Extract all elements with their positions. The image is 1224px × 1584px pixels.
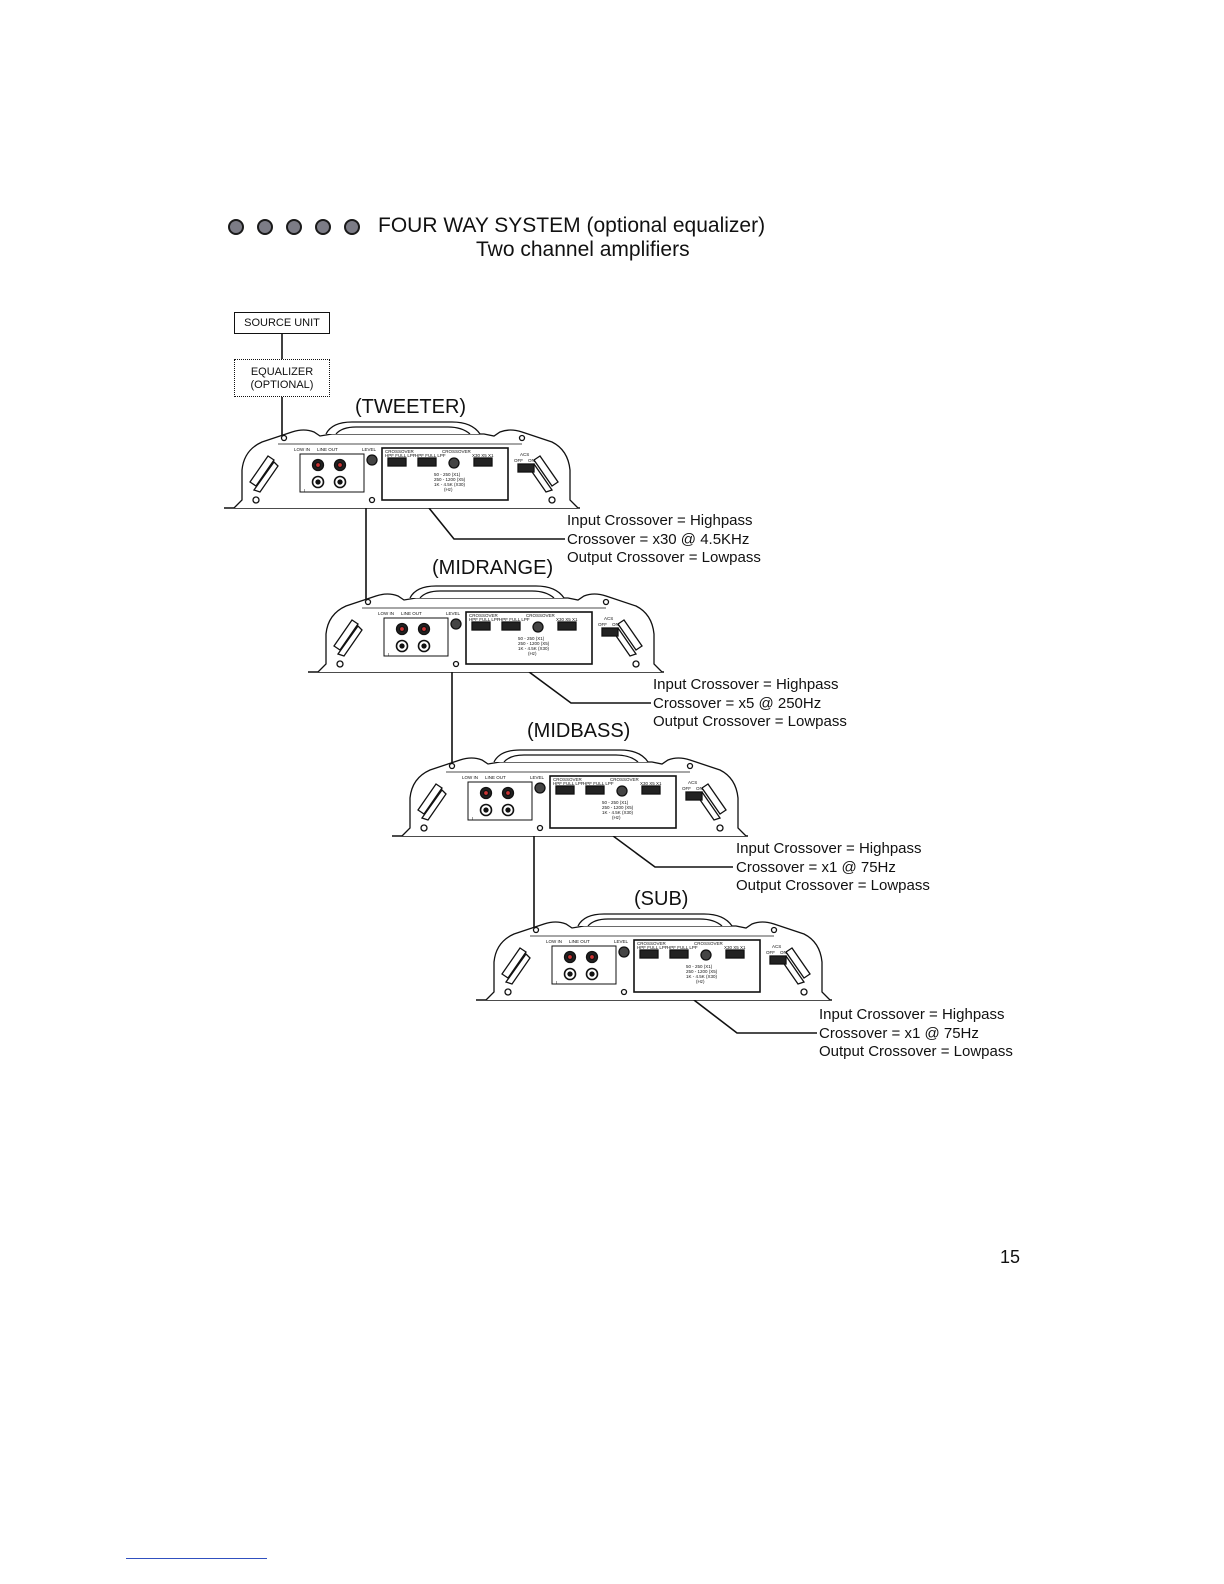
hz-label: (Hz) (528, 651, 537, 656)
rca-panel (384, 618, 448, 656)
hpf-label: HPF FULL LPF (385, 453, 416, 458)
level-label: LEVEL (614, 939, 629, 944)
level-knob-icon (451, 619, 461, 629)
acs-label: ACS (688, 780, 698, 785)
screw-icon (450, 764, 455, 769)
range-label: X30 X5 X1 (724, 945, 746, 950)
note-line: Output Crossover = Lowpass (653, 713, 847, 730)
screw-icon (366, 600, 371, 605)
amp-handle-inner (420, 591, 554, 598)
screw-icon (538, 826, 543, 831)
channel-l-label: L (556, 980, 559, 985)
crossover-label: CROSSOVER (385, 449, 414, 454)
acs-switch (518, 464, 534, 472)
freq-label: 50 - 250 (X1) (602, 800, 629, 805)
footer-rule (126, 1558, 267, 1559)
screw-icon (421, 825, 427, 831)
page-title: FOUR WAY SYSTEM (optional equalizer) (378, 214, 766, 237)
note-line: Crossover = x1 @ 75Hz (736, 858, 896, 876)
acs-label: ACS (520, 452, 530, 457)
line-out-label: LINE OUT (569, 939, 590, 944)
hz-label: (Hz) (696, 979, 705, 984)
low-in-label: LOW IN (378, 611, 395, 616)
crossover-label: CROSSOVER (469, 613, 498, 618)
acs-label: ACS (772, 944, 782, 949)
line-out-label: LINE OUT (485, 775, 506, 780)
page-number: 15 (1000, 1247, 1021, 1267)
range-label: X30 X5 X1 (556, 617, 578, 622)
settings-note-tweeter (567, 512, 761, 568)
page-subtitle: Two channel amplifiers (476, 238, 690, 261)
screw-icon (549, 497, 555, 503)
crossover-label: CROSSOVER (442, 449, 471, 454)
crossover-label: CROSSOVER (694, 941, 723, 946)
screw-icon (717, 825, 723, 831)
off-label: OFF (766, 950, 775, 955)
freq-label: 1K - 4.5K (X30) (686, 974, 718, 979)
hpf-label: HPF FULL LPF (415, 453, 446, 458)
screw-icon (633, 661, 639, 667)
screw-icon (337, 661, 343, 667)
screw-icon (604, 600, 609, 605)
rca-panel (300, 454, 364, 492)
acs-label: ACS (604, 616, 614, 621)
crossover-knob-icon (701, 950, 711, 960)
range-switch (642, 786, 660, 794)
line-out-label: LINE OUT (401, 611, 422, 616)
rca-input-core (568, 955, 573, 960)
crossover-switch (670, 950, 688, 958)
line-out-label: LINE OUT (317, 447, 338, 452)
freq-label: 250 - 1200 (X5) (434, 477, 466, 482)
settings-note-midbass (736, 840, 930, 896)
channel-l-label: L (388, 652, 391, 657)
screw-icon (505, 989, 511, 995)
amp-label-tweeter: (TWEETER) (355, 396, 467, 418)
settings-note-midrange (653, 676, 847, 732)
range-switch (558, 622, 576, 630)
on-label: ON (612, 622, 619, 627)
rca-input-core (400, 644, 404, 648)
range-switch (474, 458, 492, 466)
screw-icon (520, 436, 525, 441)
rca-output-core (422, 627, 427, 632)
rca-input-core (484, 791, 489, 796)
rca-output-core (338, 480, 342, 484)
low-in-label: LOW IN (546, 939, 563, 944)
crossover-label: CROSSOVER (637, 941, 666, 946)
rca-input-core (316, 480, 320, 484)
range-label: X30 X5 X1 (472, 453, 494, 458)
on-label: ON (696, 786, 703, 791)
freq-label: 250 - 1200 (X5) (518, 641, 550, 646)
freq-label: 250 - 1200 (X5) (602, 805, 634, 810)
rca-input-core (484, 808, 488, 812)
screw-icon (253, 497, 259, 503)
level-label: LEVEL (362, 447, 377, 452)
note-line: Output Crossover = Lowpass (736, 877, 930, 894)
level-knob-icon (535, 783, 545, 793)
screw-icon (622, 990, 627, 995)
amp-label-midrange: (MIDRANGE) (432, 557, 554, 579)
screw-icon (688, 764, 693, 769)
note-line: Input Crossover = Highpass (567, 512, 753, 529)
hpf-label: HPF FULL LPF (583, 781, 614, 786)
screw-icon (454, 662, 459, 667)
settings-note-sub (819, 1006, 1013, 1062)
crossover-knob-icon (533, 622, 543, 632)
level-label: LEVEL (530, 775, 545, 780)
crossover-switch (640, 950, 658, 958)
note-line: Input Crossover = Highpass (653, 676, 839, 693)
off-label: OFF (682, 786, 691, 791)
level-label: LEVEL (446, 611, 461, 616)
screw-icon (282, 436, 287, 441)
note-line: Crossover = x30 @ 4.5KHz (567, 530, 750, 548)
range-label: X30 X5 X1 (640, 781, 662, 786)
amp-label-sub: (SUB) (634, 888, 689, 910)
hpf-label: HPF FULL LPF (637, 945, 668, 950)
freq-label: 1K - 4.5K (X30) (434, 482, 466, 487)
crossover-label: CROSSOVER (610, 777, 639, 782)
hpf-label: HPF FULL LPF (499, 617, 530, 622)
crossover-switch (418, 458, 436, 466)
channel-l-label: L (472, 816, 475, 821)
note-line: Crossover = x5 @ 250Hz (653, 694, 822, 712)
crossover-switch (586, 786, 604, 794)
screw-icon (534, 928, 539, 933)
crossover-knob-icon (449, 458, 459, 468)
acs-switch (770, 956, 786, 964)
rca-input-core (568, 972, 572, 976)
on-label: ON (780, 950, 787, 955)
amp-label-midbass: (MIDBASS) (527, 720, 631, 742)
freq-label: 250 - 1200 (X5) (686, 969, 718, 974)
channel-l-label: L (304, 488, 307, 493)
rca-output-core (506, 791, 511, 796)
off-label: OFF (598, 622, 607, 627)
rca-input-core (316, 463, 321, 468)
rca-output-core (422, 644, 426, 648)
hz-label: (Hz) (612, 815, 621, 820)
freq-label: 50 - 250 (X1) (434, 472, 461, 477)
on-label: ON (528, 458, 535, 463)
hpf-label: HPF FULL LPF (553, 781, 584, 786)
rca-output-core (338, 463, 343, 468)
screw-icon (772, 928, 777, 933)
rca-panel (552, 946, 616, 984)
range-switch (726, 950, 744, 958)
amp-handle-inner (336, 427, 470, 434)
note-line: Output Crossover = Lowpass (567, 549, 761, 566)
crossover-knob-icon (617, 786, 627, 796)
amplifier-sub (474, 912, 834, 1002)
rca-panel (468, 782, 532, 820)
note-line: Input Crossover = Highpass (736, 840, 922, 857)
freq-label: 1K - 4.5K (X30) (602, 810, 634, 815)
low-in-label: LOW IN (462, 775, 479, 780)
acs-switch (602, 628, 618, 636)
amplifier-tweeter (222, 420, 582, 510)
freq-label: 1K - 4.5K (X30) (518, 646, 550, 651)
crossover-switch (502, 622, 520, 630)
level-knob-icon (367, 455, 377, 465)
amplifier-midbass (390, 748, 750, 838)
crossover-label: CROSSOVER (553, 777, 582, 782)
hz-label: (Hz) (444, 487, 453, 492)
screw-icon (801, 989, 807, 995)
amp-handle-inner (588, 919, 722, 926)
rca-output-core (590, 955, 595, 960)
rca-output-core (506, 808, 510, 812)
crossover-label: CROSSOVER (526, 613, 555, 618)
screw-icon (370, 498, 375, 503)
note-line: Input Crossover = Highpass (819, 1006, 1005, 1023)
amplifier-midrange (306, 584, 666, 674)
crossover-switch (388, 458, 406, 466)
rca-input-core (400, 627, 405, 632)
equalizer-optional-label: (OPTIONAL) (250, 379, 314, 391)
freq-label: 50 - 250 (X1) (686, 964, 713, 969)
note-line: Crossover = x1 @ 75Hz (819, 1024, 979, 1042)
equalizer-label: EQUALIZER (250, 366, 314, 378)
level-knob-icon (619, 947, 629, 957)
off-label: OFF (514, 458, 523, 463)
hpf-label: HPF FULL LPF (667, 945, 698, 950)
note-line: Output Crossover = Lowpass (819, 1043, 1013, 1060)
amp-handle-inner (504, 755, 638, 762)
hpf-label: HPF FULL LPF (469, 617, 500, 622)
freq-label: 50 - 250 (X1) (518, 636, 545, 641)
source-unit-box: SOURCE UNIT (234, 312, 330, 334)
acs-switch (686, 792, 702, 800)
crossover-switch (472, 622, 490, 630)
low-in-label: LOW IN (294, 447, 311, 452)
rca-output-core (590, 972, 594, 976)
crossover-switch (556, 786, 574, 794)
